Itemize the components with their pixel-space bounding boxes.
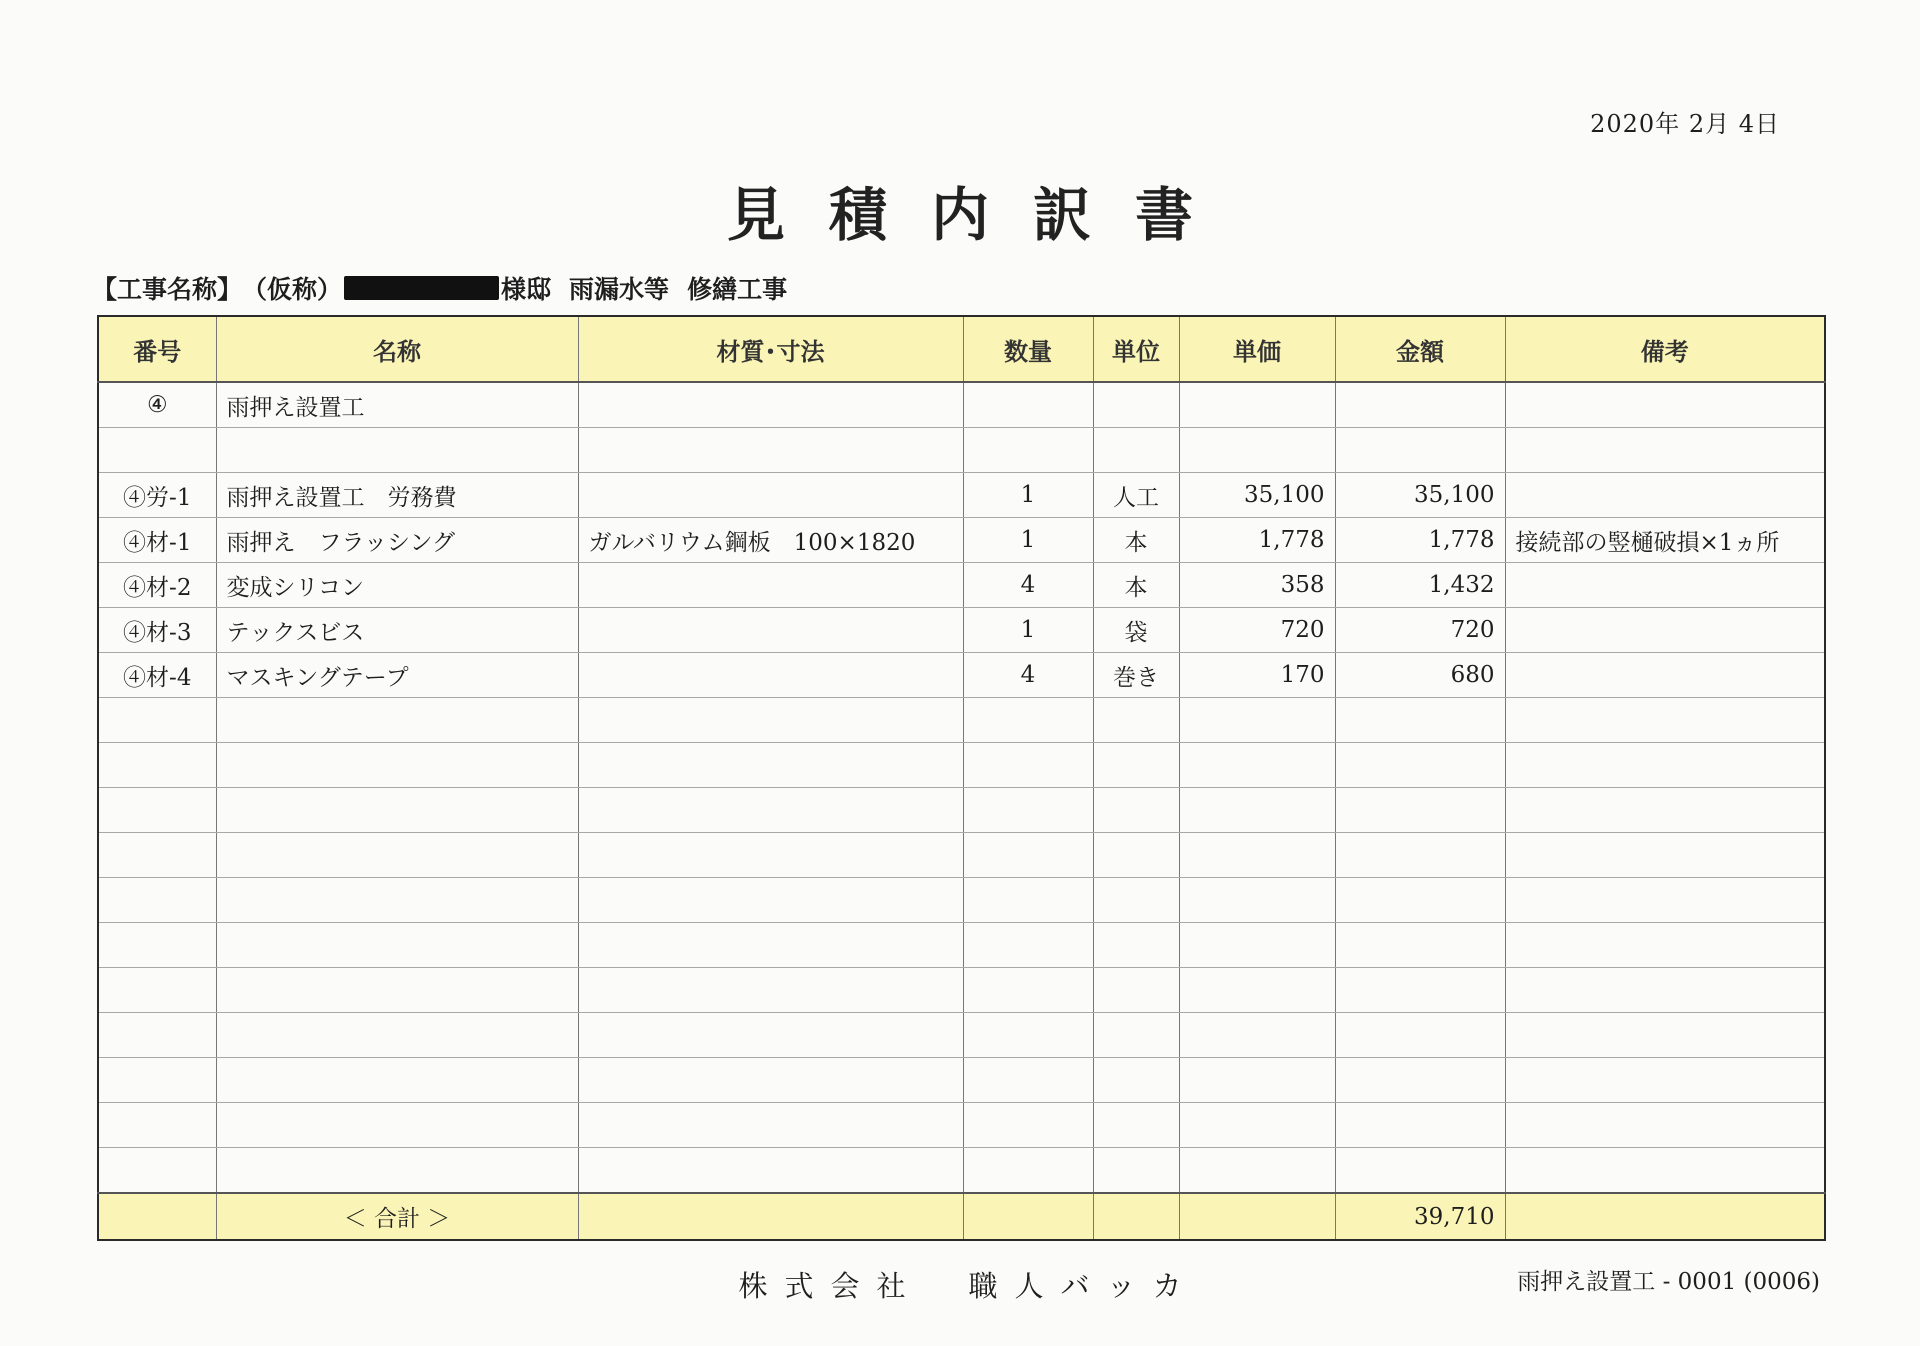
cell-material bbox=[578, 923, 963, 968]
cell-quantity bbox=[963, 923, 1093, 968]
cell-name bbox=[216, 788, 578, 833]
cell-amount: 1,432 bbox=[1335, 563, 1505, 608]
cell-name: テックスビス bbox=[216, 608, 578, 653]
cell-material bbox=[578, 698, 963, 743]
cell-name: 雨押え フラッシング bbox=[216, 518, 578, 563]
cell-unit-price bbox=[1179, 833, 1335, 878]
cell-unit-price: 35,100 bbox=[1179, 473, 1335, 518]
cell-amount bbox=[1335, 833, 1505, 878]
cell-unit-price: 720 bbox=[1179, 608, 1335, 653]
cell-quantity bbox=[963, 878, 1093, 923]
table-row bbox=[98, 563, 1825, 608]
cell-number bbox=[98, 1058, 216, 1103]
cell-amount: 1,778 bbox=[1335, 518, 1505, 563]
estimate-table bbox=[97, 315, 1826, 1241]
table-row bbox=[98, 923, 1825, 968]
cell-number bbox=[98, 878, 216, 923]
cell-material bbox=[578, 833, 963, 878]
cell-unit bbox=[1093, 428, 1179, 473]
cell-material bbox=[578, 968, 963, 1013]
cell-quantity: 4 bbox=[963, 563, 1093, 608]
table-row bbox=[98, 1058, 1825, 1103]
cell-unit-price: 358 bbox=[1179, 563, 1335, 608]
project-prefix: （仮称） bbox=[242, 275, 343, 304]
cell-unit-price bbox=[1179, 1058, 1335, 1103]
cell-number: ④材-1 bbox=[98, 518, 216, 563]
project-name: 雨漏水等 bbox=[569, 275, 670, 304]
header-number: 番号 bbox=[98, 316, 216, 382]
cell-name bbox=[216, 1148, 578, 1194]
cell-quantity bbox=[963, 1013, 1093, 1058]
table-row bbox=[98, 1103, 1825, 1148]
cell-number: ④材-4 bbox=[98, 653, 216, 698]
cell-amount bbox=[1335, 1148, 1505, 1194]
table-row bbox=[98, 1013, 1825, 1058]
table-row bbox=[98, 473, 1825, 518]
cell-name bbox=[216, 923, 578, 968]
cell-remarks bbox=[1505, 653, 1825, 698]
table-row bbox=[98, 653, 1825, 698]
cell-remarks bbox=[1505, 833, 1825, 878]
cell-amount bbox=[1335, 1013, 1505, 1058]
cell-amount bbox=[1335, 1103, 1505, 1148]
cell-quantity: 1 bbox=[963, 608, 1093, 653]
cell-number bbox=[98, 1103, 216, 1148]
cell-name bbox=[216, 428, 578, 473]
cell-remarks bbox=[1505, 743, 1825, 788]
cell-unit bbox=[1093, 1103, 1179, 1148]
project-work: 修繕工事 bbox=[687, 275, 788, 304]
cell-quantity: 1 bbox=[963, 518, 1093, 563]
cell-unit-price bbox=[1179, 428, 1335, 473]
table-row bbox=[98, 382, 1825, 428]
table-header-row bbox=[98, 316, 1825, 382]
page-reference: 雨押え設置工 - 0001 (0006) bbox=[1517, 1269, 1820, 1295]
cell-number bbox=[98, 788, 216, 833]
header-remarks: 備考 bbox=[1505, 316, 1825, 382]
cell-unit bbox=[1093, 833, 1179, 878]
cell-name bbox=[216, 1013, 578, 1058]
cell-quantity bbox=[963, 1058, 1093, 1103]
cell-material bbox=[578, 653, 963, 698]
cell-material bbox=[578, 1013, 963, 1058]
cell-name: 雨押え設置工 bbox=[216, 382, 578, 428]
cell-remarks bbox=[1505, 1013, 1825, 1058]
cell-material bbox=[578, 788, 963, 833]
cell-number bbox=[98, 1013, 216, 1058]
header-unit: 単位 bbox=[1093, 316, 1179, 382]
cell-quantity bbox=[963, 428, 1093, 473]
cell-amount: 720 bbox=[1335, 608, 1505, 653]
cell-unit-price bbox=[1179, 878, 1335, 923]
header-name: 名称 bbox=[216, 316, 578, 382]
cell-unit-price bbox=[1179, 1148, 1335, 1194]
cell-number: ④材-2 bbox=[98, 563, 216, 608]
cell-unit-price bbox=[1179, 382, 1335, 428]
cell-material bbox=[578, 563, 963, 608]
cell-unit bbox=[1093, 1058, 1179, 1103]
cell-number bbox=[98, 1148, 216, 1194]
cell-quantity bbox=[963, 698, 1093, 743]
cell-unit bbox=[1093, 878, 1179, 923]
cell-amount bbox=[1335, 428, 1505, 473]
cell-name bbox=[216, 968, 578, 1013]
cell-name: 変成シリコン bbox=[216, 563, 578, 608]
cell-number bbox=[98, 923, 216, 968]
cell-material bbox=[578, 428, 963, 473]
cell-material bbox=[578, 382, 963, 428]
cell-name bbox=[216, 878, 578, 923]
table-row bbox=[98, 743, 1825, 788]
table-row bbox=[98, 788, 1825, 833]
cell-quantity bbox=[963, 968, 1093, 1013]
cell-unit-price bbox=[1179, 698, 1335, 743]
cell-amount bbox=[1335, 382, 1505, 428]
cell-unit bbox=[1093, 698, 1179, 743]
cell-quantity: 4 bbox=[963, 653, 1093, 698]
cell-amount: 35,100 bbox=[1335, 473, 1505, 518]
cell-number bbox=[98, 428, 216, 473]
cell-amount bbox=[1335, 743, 1505, 788]
cell-number: ④材-3 bbox=[98, 608, 216, 653]
cell-material bbox=[578, 743, 963, 788]
cell-material bbox=[578, 878, 963, 923]
cell-remarks bbox=[1505, 1148, 1825, 1194]
cell-quantity bbox=[963, 833, 1093, 878]
company-name: 株式会社 職人バッカ bbox=[738, 1269, 1199, 1303]
cell-quantity bbox=[963, 788, 1093, 833]
cell-remarks bbox=[1505, 968, 1825, 1013]
cell-number bbox=[98, 698, 216, 743]
cell-quantity bbox=[963, 1103, 1093, 1148]
cell-quantity bbox=[963, 382, 1093, 428]
cell-remarks bbox=[1505, 428, 1825, 473]
cell-unit-price bbox=[1179, 968, 1335, 1013]
cell-unit bbox=[1093, 968, 1179, 1013]
cell-amount: 680 bbox=[1335, 653, 1505, 698]
cell-material: ガルバリウム鋼板 100×1820 bbox=[578, 518, 963, 563]
cell-amount bbox=[1335, 1058, 1505, 1103]
cell-amount bbox=[1335, 923, 1505, 968]
cell-unit-price bbox=[1179, 1103, 1335, 1148]
header-quantity: 数量 bbox=[963, 316, 1093, 382]
cell-amount bbox=[1335, 968, 1505, 1013]
table-row bbox=[98, 428, 1825, 473]
cell-name: 雨押え設置工 労務費 bbox=[216, 473, 578, 518]
cell-amount bbox=[1335, 698, 1505, 743]
cell-material bbox=[578, 1103, 963, 1148]
cell-unit-price bbox=[1179, 788, 1335, 833]
cell-unit bbox=[1093, 382, 1179, 428]
cell-quantity bbox=[963, 1148, 1093, 1194]
cell-remarks bbox=[1505, 878, 1825, 923]
cell-name bbox=[216, 1103, 578, 1148]
total-label: ＜ 合計 ＞ bbox=[216, 1193, 578, 1240]
cell-material bbox=[578, 1148, 963, 1194]
cell-number: ④労-1 bbox=[98, 473, 216, 518]
project-label: 【工事名称】 bbox=[92, 275, 243, 304]
cell-unit bbox=[1093, 1148, 1179, 1194]
table-row bbox=[98, 518, 1825, 563]
cell-number: ④ bbox=[98, 382, 216, 428]
cell-material bbox=[578, 608, 963, 653]
project-suffix: 様邸 bbox=[501, 275, 552, 304]
cell-amount bbox=[1335, 878, 1505, 923]
cell-unit bbox=[1093, 923, 1179, 968]
cell-number bbox=[98, 833, 216, 878]
cell-unit bbox=[1093, 1013, 1179, 1058]
cell-remarks bbox=[1505, 382, 1825, 428]
cell-unit-price bbox=[1179, 923, 1335, 968]
cell-remarks bbox=[1505, 788, 1825, 833]
cell-quantity: 1 bbox=[963, 473, 1093, 518]
cell-name bbox=[216, 698, 578, 743]
table-row bbox=[98, 1148, 1825, 1194]
total-amount: 39,710 bbox=[1335, 1193, 1505, 1240]
cell-remarks: 接続部の竪樋破損×1ヵ所 bbox=[1505, 518, 1825, 563]
cell-material bbox=[578, 473, 963, 518]
table-row bbox=[98, 608, 1825, 653]
table-row bbox=[98, 698, 1825, 743]
cell-name bbox=[216, 1058, 578, 1103]
cell-unit bbox=[1093, 788, 1179, 833]
cell-unit-price bbox=[1179, 1013, 1335, 1058]
table-row bbox=[98, 878, 1825, 923]
document-title: 見積内訳書 bbox=[726, 181, 1237, 249]
cell-unit-price: 170 bbox=[1179, 653, 1335, 698]
cell-remarks bbox=[1505, 923, 1825, 968]
redacted-client-name bbox=[344, 276, 499, 300]
cell-remarks bbox=[1505, 473, 1825, 518]
cell-amount bbox=[1335, 788, 1505, 833]
cell-name bbox=[216, 833, 578, 878]
table-row bbox=[98, 968, 1825, 1013]
cell-unit: 人工 bbox=[1093, 473, 1179, 518]
cell-quantity bbox=[963, 743, 1093, 788]
table-row bbox=[98, 833, 1825, 878]
project-name-line bbox=[92, 270, 787, 306]
cell-remarks bbox=[1505, 608, 1825, 653]
cell-unit bbox=[1093, 743, 1179, 788]
cell-unit: 袋 bbox=[1093, 608, 1179, 653]
total-row bbox=[98, 1193, 1825, 1240]
header-unit-price: 単価 bbox=[1179, 316, 1335, 382]
cell-material bbox=[578, 1058, 963, 1103]
cell-number bbox=[98, 743, 216, 788]
cell-name bbox=[216, 743, 578, 788]
cell-number bbox=[98, 968, 216, 1013]
cell-unit: 本 bbox=[1093, 563, 1179, 608]
cell-remarks bbox=[1505, 563, 1825, 608]
header-material: 材質･寸法 bbox=[578, 316, 963, 382]
cell-unit: 本 bbox=[1093, 518, 1179, 563]
cell-unit: 巻き bbox=[1093, 653, 1179, 698]
header-amount: 金額 bbox=[1335, 316, 1505, 382]
cell-unit-price bbox=[1179, 743, 1335, 788]
cell-name: マスキングテープ bbox=[216, 653, 578, 698]
cell-remarks bbox=[1505, 1058, 1825, 1103]
cell-remarks bbox=[1505, 1103, 1825, 1148]
document-date: 2020年 2月 4日 bbox=[1590, 110, 1780, 138]
cell-unit-price: 1,778 bbox=[1179, 518, 1335, 563]
cell-remarks bbox=[1505, 698, 1825, 743]
